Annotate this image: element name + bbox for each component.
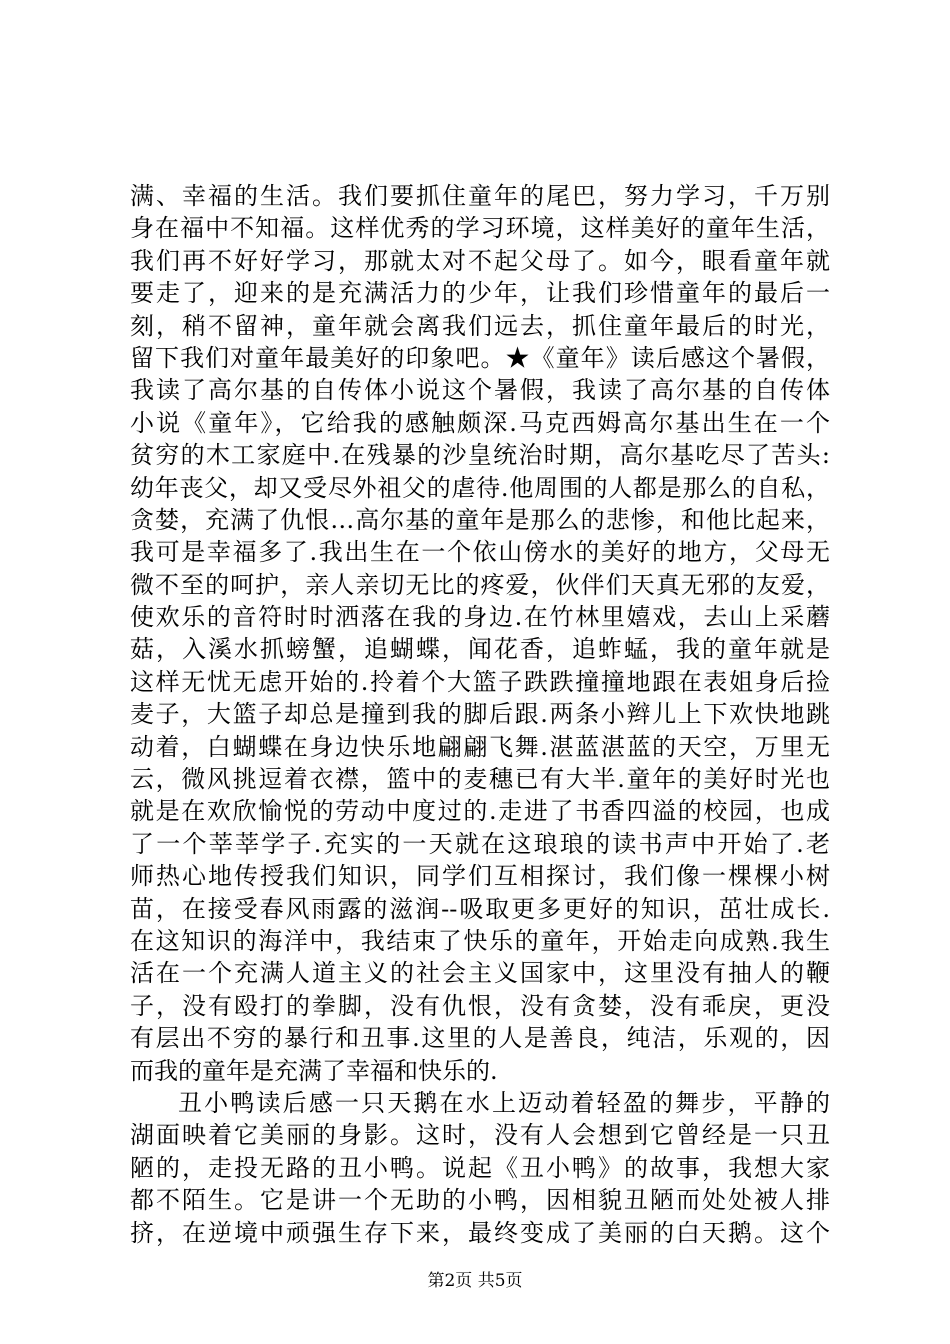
text-line: 活在一个充满人道主义的社会主义国家中，这里没有抽人的鞭 xyxy=(130,959,830,988)
text-line: 苗，在接受春风雨露的滋润--吸取更多更好的知识，茁壮成长. xyxy=(130,894,830,923)
page-number-footer: 第2页 共5页 xyxy=(427,1271,523,1291)
text-line: 我读了高尔基的自传体小说这个暑假，我读了高尔基的自传体 xyxy=(130,376,830,405)
text-line: 都不陌生。它是讲一个无助的小鸭，因相貌丑陋而处处被人排 xyxy=(130,1186,830,1215)
text-line: 贪婪，充满了仇恨…高尔基的童年是那么的悲惨，和他比起来， xyxy=(130,505,830,534)
text-line: 在这知识的海洋中，我结束了快乐的童年，开始走向成熟.我生 xyxy=(130,926,830,955)
text-line: 了一个莘莘学子.充实的一天就在这琅琅的读书声中开始了.老 xyxy=(130,829,830,858)
text-line: 身在福中不知福。这样优秀的学习环境，这样美好的童年生活， xyxy=(130,214,830,243)
text-line: 麦子，大篮子却总是撞到我的脚后跟.两条小辫儿上下欢快地跳 xyxy=(130,700,830,729)
text-line: 留下我们对童年最美好的印象吧。★《童年》读后感这个暑假， xyxy=(130,343,830,372)
paragraph-end-line: 而我的童年是充满了幸福和快乐的. xyxy=(130,1056,498,1085)
text-line: 子，没有殴打的拳脚，没有仇恨，没有贪婪，没有乖戾，更没 xyxy=(130,991,830,1020)
text-line: 动着，白蝴蝶在身边快乐地翩翩飞舞.湛蓝湛蓝的天空，万里无 xyxy=(130,732,830,761)
text-line: 幼年丧父，却又受尽外祖父的虐待.他周围的人都是那么的自私， xyxy=(130,473,830,502)
text-line: 小说《童年》，它给我的感触颇深.马克西姆高尔基出生在一个 xyxy=(130,408,830,437)
text-line: 菇，入溪水抓螃蟹，追蝴蝶，闻花香，追蚱蜢，我的童年就是 xyxy=(130,635,830,664)
text-line: 陋的，走投无路的丑小鸭。说起《丑小鸭》的故事，我想大家 xyxy=(130,1153,830,1182)
text-line: 我们再不好好学习，那就太对不起父母了。如今，眼看童年就 xyxy=(130,246,830,275)
text-line: 有层出不穷的暴行和丑事.这里的人是善良，纯洁，乐观的，因 xyxy=(130,1024,830,1053)
text-line: 云，微风挑逗着衣襟，篮中的麦穗已有大半.童年的美好时光也 xyxy=(130,765,830,794)
text-line: 我可是幸福多了.我出生在一个依山傍水的美好的地方，父母无 xyxy=(130,538,830,567)
text-line: 挤，在逆境中顽强生存下来，最终变成了美丽的白天鹅。这个 xyxy=(130,1218,830,1247)
text-line: 满、幸福的生活。我们要抓住童年的尾巴，努力学习，千万别 xyxy=(130,182,830,210)
text-line: 贫穷的木工家庭中.在残暴的沙皇统治时期，高尔基吃尽了苦头: xyxy=(130,441,830,470)
text-line: 刻，稍不留神，童年就会离我们远去，抓住童年最后的时光， xyxy=(130,311,830,340)
text-line: 要走了，迎来的是充满活力的少年，让我们珍惜童年的最后一 xyxy=(130,279,830,308)
text-line: 就是在欢欣愉悦的劳动中度过的.走进了书香四溢的校园，也成 xyxy=(130,797,830,826)
text-line: 使欢乐的音符时时洒落在我的身边.在竹林里嬉戏，去山上采蘑 xyxy=(130,603,830,632)
paragraph-start-line: 丑小鸭读后感一只天鹅在水上迈动着轻盈的舞步，平静的 xyxy=(178,1088,830,1117)
text-line: 师热心地传授我们知识，同学们互相探讨，我们像一棵棵小树 xyxy=(130,862,830,891)
text-line: 这样无忧无虑开始的.拎着个大篮子跌跌撞撞地跟在表姐身后捡 xyxy=(130,667,830,696)
body-text xyxy=(130,180,830,1249)
text-line: 湖面映着它美丽的身影。这时，没有人会想到它曾经是一只丑 xyxy=(130,1121,830,1150)
text-line: 微不至的呵护，亲人亲切无比的疼爱，伙伴们天真无邪的友爱， xyxy=(130,570,830,599)
